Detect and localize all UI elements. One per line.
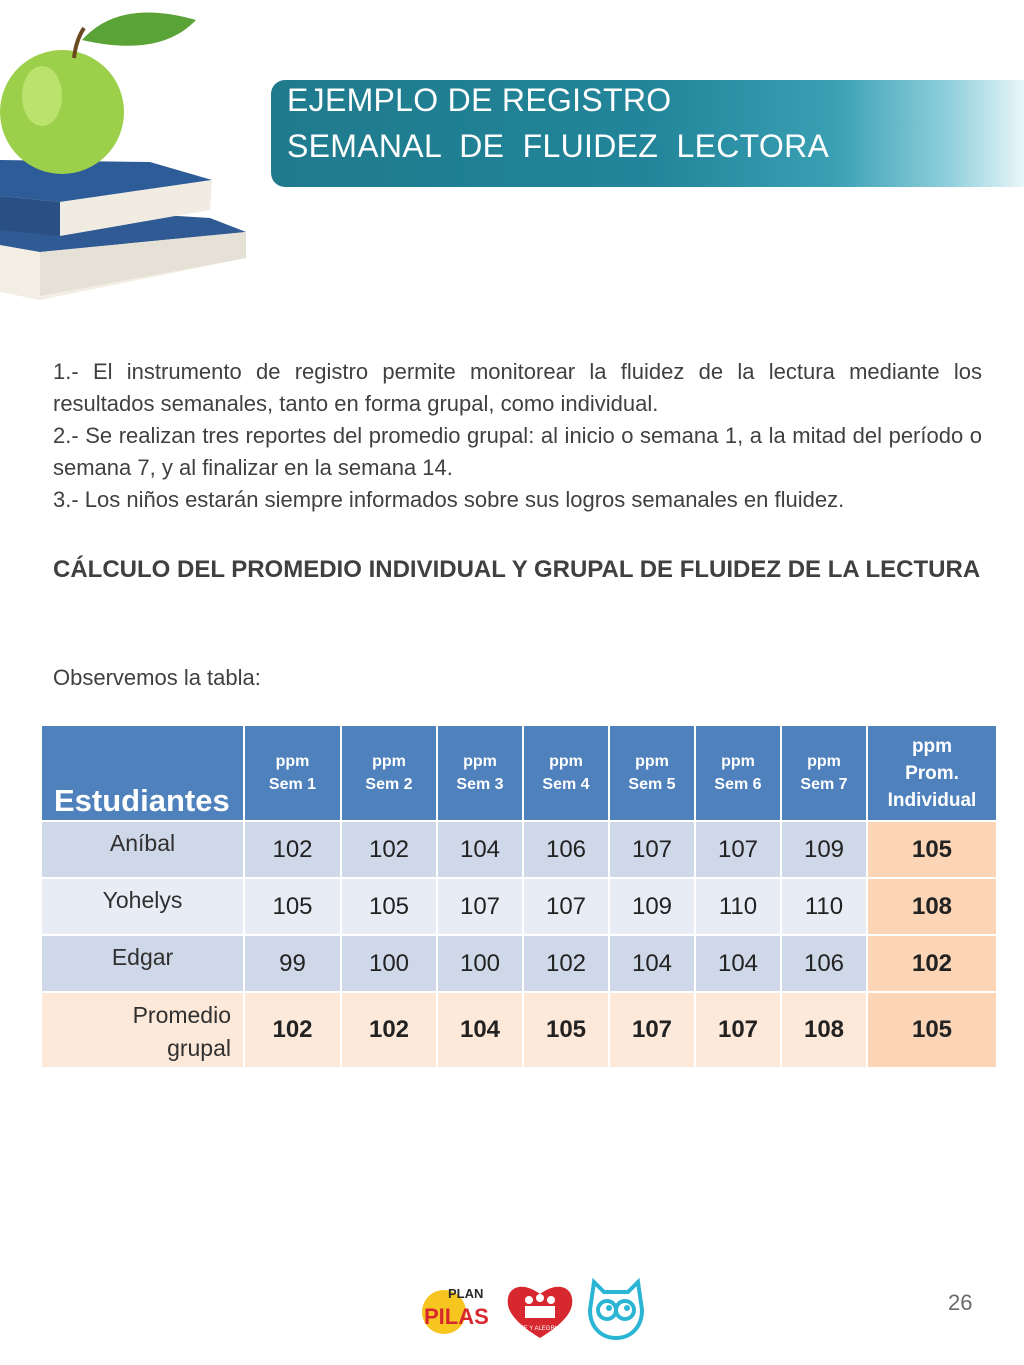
table-row (41, 821, 997, 878)
student-name: Aníbal (41, 821, 244, 878)
owl-logo (590, 1282, 642, 1338)
table-cell: 105 (341, 878, 437, 935)
table-cell: 106 (781, 935, 867, 992)
header-week: Sem 1 (268, 776, 317, 793)
paragraph-3: 3.- Los niños estarán siempre informados sobre sus logros semanales en fluidez. (53, 487, 845, 512)
group-average-cell: 102 (341, 992, 437, 1068)
group-average-label (41, 992, 244, 1068)
week-header-2 (341, 725, 437, 821)
title-line-2: SEMANAL DE FLUIDEZ LECTORA (287, 128, 830, 164)
table-cell: 104 (609, 935, 695, 992)
student-name: Yohelys (41, 878, 244, 935)
table-cell: 102 (523, 935, 609, 992)
paragraph-1: 1.- El instrumento de registro permite monitorear la fluidez de la lectura mediante los resultados semanales, tanto en forma grupal, como individual. (53, 359, 982, 416)
header-individual: Individual (887, 789, 977, 811)
table-cell: 107 (523, 878, 609, 935)
title-line-1: EJEMPLO DE REGISTRO (287, 82, 672, 118)
apple (0, 50, 124, 174)
week-header-5 (609, 725, 695, 821)
individual-average-cell: 108 (867, 878, 997, 935)
header-week: Sem 2 (365, 776, 413, 793)
apple-leaf (82, 12, 196, 45)
group-label-line-2: grupal (167, 1035, 231, 1061)
apple-books-illustration (0, 0, 260, 310)
table-intro: Observemos la tabla: (53, 665, 261, 690)
header-week: Sem 5 (628, 776, 676, 793)
students-header: Estudiantes (41, 725, 244, 821)
table-cell: 105 (244, 878, 341, 935)
table-row (41, 878, 997, 935)
week-header-3 (437, 725, 523, 821)
week-header-4 (523, 725, 609, 821)
fluency-table (40, 724, 998, 1069)
title-banner (271, 80, 1024, 187)
group-label-line-1: Promedio (132, 1002, 231, 1028)
header-unit: ppm (275, 753, 310, 770)
week-header-7 (781, 725, 867, 821)
group-average-cell: 107 (609, 992, 695, 1068)
table-cell: 106 (523, 821, 609, 878)
header-unit: ppm (463, 753, 497, 770)
table-cell: 100 (341, 935, 437, 992)
table-cell: 100 (437, 935, 523, 992)
header-week: Sem 6 (714, 776, 762, 793)
header-unit: ppm (807, 753, 841, 770)
section-heading: CÁLCULO DEL PROMEDIO INDIVIDUAL Y GRUPAL DE FLUIDEZ DE LA LECTURA (53, 556, 981, 583)
individual-average-cell: 105 (867, 821, 997, 878)
student-name: Edgar (41, 935, 244, 992)
week-header-1 (244, 725, 341, 821)
group-average-cell: 102 (244, 992, 341, 1068)
table-cell: 110 (695, 878, 781, 935)
table-cell: 102 (341, 821, 437, 878)
table-cell: 107 (437, 878, 523, 935)
header-unit: ppm (721, 753, 755, 770)
header-week: Sem 4 (542, 776, 590, 793)
svg-text:PILAS: PILAS (424, 1304, 489, 1329)
table-cell: 99 (244, 935, 341, 992)
table-row (41, 935, 997, 992)
apple-shine (22, 66, 62, 126)
individual-average-header (867, 725, 997, 821)
top-book-spine (0, 196, 60, 236)
group-average-cell: 105 (523, 992, 609, 1068)
group-average-cell: 104 (437, 992, 523, 1068)
table-cell: 104 (695, 935, 781, 992)
individual-average-cell: 102 (867, 935, 997, 992)
table-cell: 109 (781, 821, 867, 878)
page-number: 26 (948, 1290, 973, 1315)
header-unit: ppm (549, 753, 583, 770)
overall-average-cell: 105 (867, 992, 997, 1068)
fe-y-alegria-logo (508, 1287, 573, 1338)
header-week: Sem 3 (456, 776, 504, 793)
header-week: Sem 7 (800, 776, 848, 793)
header-prom: Prom. (905, 762, 959, 784)
header-unit: ppm (372, 753, 406, 770)
table-cell: 104 (437, 821, 523, 878)
header-unit: ppm (911, 735, 953, 757)
header-unit: ppm (635, 753, 669, 770)
footer-logos (418, 1276, 654, 1342)
table-cell: 102 (244, 821, 341, 878)
group-average-row (41, 992, 997, 1068)
svg-text:PLAN: PLAN (448, 1286, 484, 1301)
group-average-cell: 108 (781, 992, 867, 1068)
svg-text:FE Y ALEGRIA: FE Y ALEGRIA (520, 1326, 561, 1332)
table-cell: 109 (609, 878, 695, 935)
table-cell: 107 (609, 821, 695, 878)
paragraph-2: 2.- Se realizan tres reportes del promedio grupal: al inicio o semana 1, a la mitad del período o semana 7, y al finalizar en la semana 14. (53, 423, 982, 480)
table-header-row (41, 725, 997, 821)
group-average-cell: 107 (695, 992, 781, 1068)
week-header-6 (695, 725, 781, 821)
table-cell: 110 (781, 878, 867, 935)
table-cell: 107 (695, 821, 781, 878)
plan-pilas-logo (422, 1286, 489, 1334)
